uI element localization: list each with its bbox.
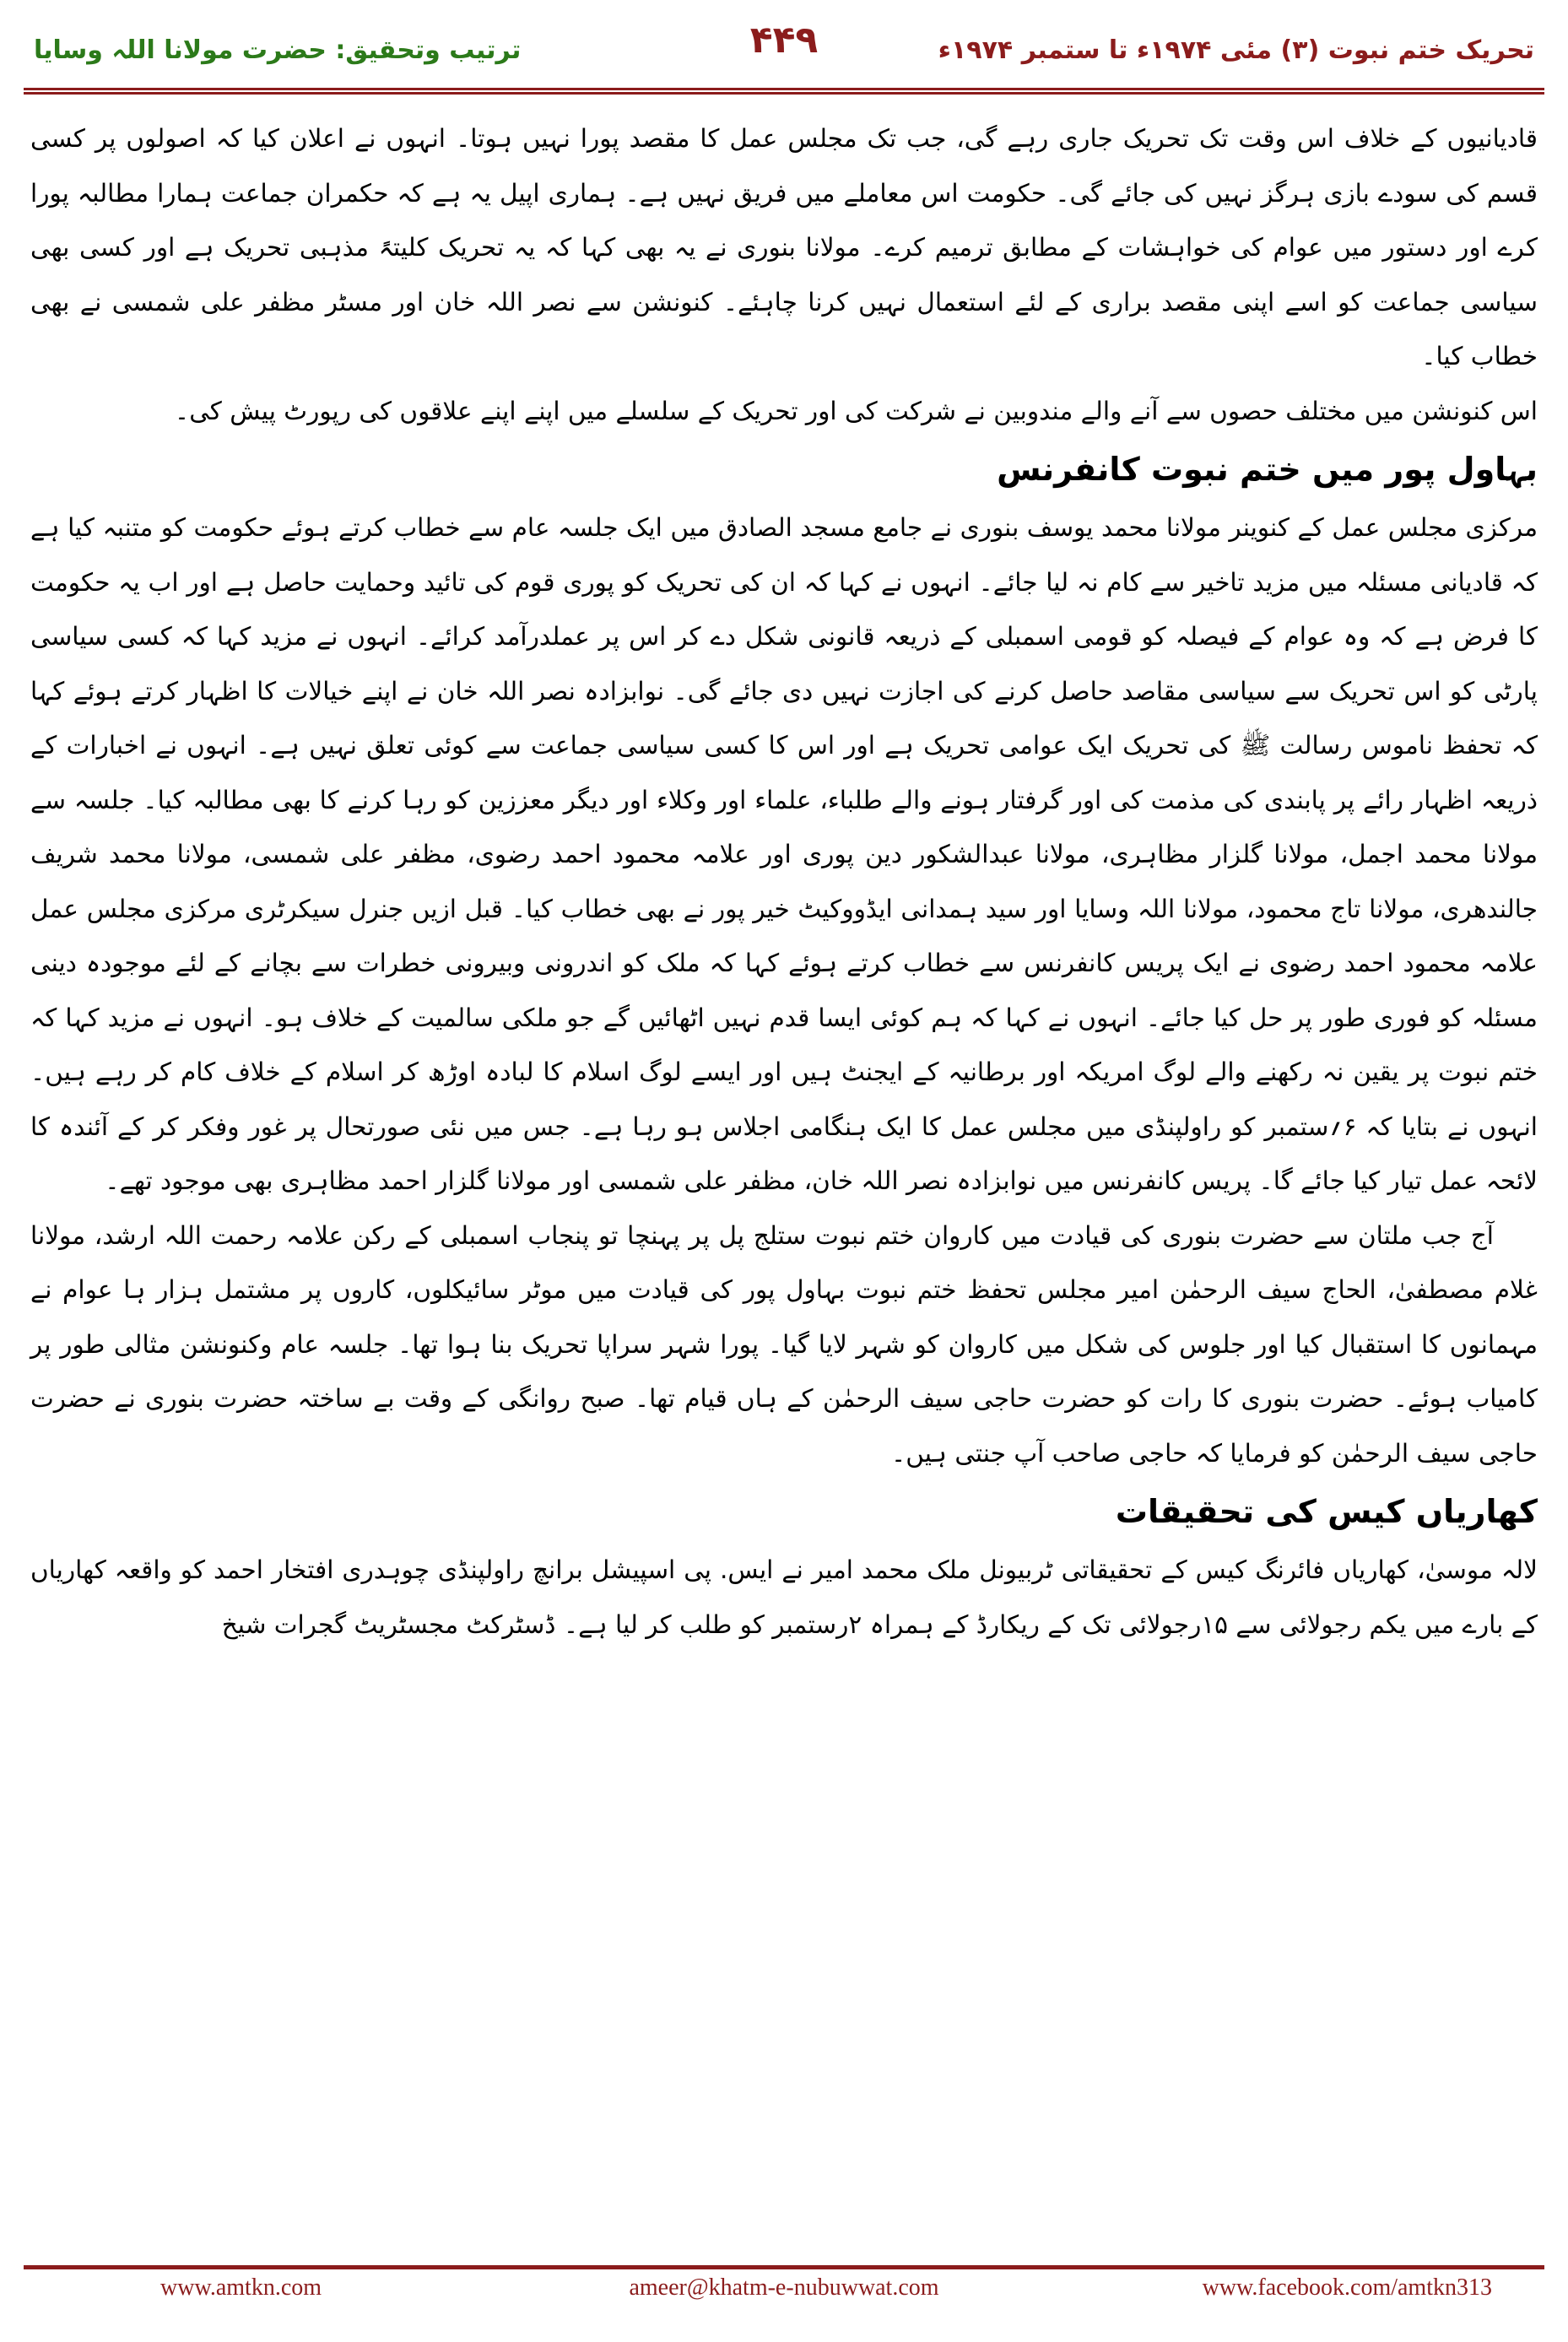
paragraph: قادیانیوں کے خلاف اس وقت تک تحریک جاری رہے گی، جب تک مجلس عمل کا مقصد پورا نہیں ہوتا۔ انہوں نے اعلان کیا کہ اصولوں پر کسی قسم کی سودے بازی ہرگز نہیں کی جائے گی۔ حکومت اس معاملے میں فریق نہیں ہے۔ ہماری اپیل یہ ہے کہ حکمران جماعت ہمارا مطالبہ پورا کرے اور دستور میں عوام کی خواہشات کے مطابق ترمیم کرے۔ مولانا بنوری نے یہ بھی کہا کہ یہ تحریک کلیتہً مذہبی تحریک ہے اور کسی بھی سیاسی جماعت کو اسے اپنی مقصد براری کے لئے استعمال نہیں کرنا چاہئے۔ کنونشن سے نصر اللہ خان اور مسٹر مظفر علی شمسی نے بھی خطاب کیا۔ xyxy=(30,124,1538,371)
email-link[interactable]: ameer@khatm-e-nubuwwat.com xyxy=(629,2274,939,2301)
author-credit: ترتیب وتحقیق: حضرت مولانا اللہ وسایا xyxy=(34,35,522,65)
page-number: ۴۴۹ xyxy=(749,19,819,62)
facebook-link[interactable]: www.facebook.com/amtkn313 xyxy=(1202,2274,1492,2301)
page-footer xyxy=(51,2274,1517,2308)
article-body xyxy=(30,111,1538,2251)
page-header xyxy=(34,17,1534,84)
paragraph: مرکزی مجلس عمل کے کنوینر مولانا محمد یوسف بنوری نے جامع مسجد الصادق میں ایک جلسہ عام سے خطاب کرتے ہوئے حکومت کو متنبہ کیا ہے کہ قادیانی مسئلہ میں مزید تاخیر سے کام نہ لیا جائے۔ انہوں نے کہا کہ ان کی تحریک کو پوری قوم کی تائید وحمایت حاصل ہے اور اب یہ حکومت کا فرض ہے کہ وہ عوام کے فیصلہ کو قومی اسمبلی کے ذریعہ قانونی شکل دے کر اس پر عملدرآمد کرائے۔ انہوں نے مزید کہا کہ کسی سیاسی پارٹی کو اس تحریک سے سیاسی مقاصد حاصل کرنے کی اجازت نہیں دی جائے گی۔ نوابزادہ نصر اللہ خان نے اپنے خیالات کا اظہار کرتے ہوئے کہا کہ تحفظ ناموس رسالت ﷺ کی تحریک ایک عوامی تحریک ہے اور اس کا کسی سیاسی جماعت سے کوئی تعلق نہیں ہے۔ انہوں نے اخبارات کے ذریعہ اظہار رائے پر پابندی کی مذمت کی اور گرفتار ہونے والے طلباء، علماء اور وکلاء اور دیگر معززین کو رہا کرنے کا بھی مطالبہ کیا۔ جلسہ سے مولانا محمد اجمل، مولانا گلزار مظاہری، مولانا عبدالشکور دین پوری اور علامہ محمود احمد رضوی، مظفر علی شمسی، مولانا محمد شریف جالندھری، مولانا تاج محمود، مولانا اللہ وسایا اور سید ہمدانی ایڈووکیٹ خیر پور نے بھی خطاب کیا۔ قبل ازیں جنرل سیکرٹری مرکزی مجلس عمل علامہ محمود احمد رضوی نے ایک پریس کانفرنس سے خطاب کرتے ہوئے کہا کہ ملک کو اندرونی وبیرونی خطرات سے بچانے کے لئے موجودہ دینی مسئلہ کو فوری طور پر حل کیا جائے۔ انہوں نے کہا کہ ہم کوئی ایسا قدم نہیں اٹھائیں گے جو ملکی سالمیت کے خلاف ہو۔ انہوں نے مزید کہا کہ ختم نبوت پر یقین نہ رکھنے والے لوگ امریکہ اور برطانیہ کے ایجنٹ ہیں اور ایسے لوگ اسلام کا لبادہ اوڑھ کر اسلام کے خلاف کام کر رہے ہیں۔ انہوں نے بتایا کہ ۶؍ستمبر کو راولپنڈی میں مجلس عمل کا ایک ہنگامی اجلاس ہو رہا ہے۔ جس میں نئی صورتحال پر غور وفکر کر کے آئندہ کا لائحہ عمل تیار کیا جائے گا۔ پریس کانفرنس میں نوابزادہ نصر اللہ خان، مظفر علی شمسی اور مولانا گلزار احمد مظاہری بھی موجود تھے۔ xyxy=(30,513,1538,1195)
series-title: تحریک ختم نبوت (۳) مئی ۱۹۷۴ء تا ستمبر ۱۹۷۴ء xyxy=(938,35,1534,65)
section-heading: بہاول پور میں ختم نبوت کانفرنس xyxy=(997,451,1538,488)
section-heading: کھاریاں کیس کی تحقیقات xyxy=(1115,1493,1538,1530)
header-divider xyxy=(24,88,1544,95)
paragraph: اس کنونشن میں مختلف حصوں سے آنے والے مندوبین نے شرکت کی اور تحریک کے سلسلے میں اپنے اپنے علاقوں کی رپورٹ پیش کی۔ xyxy=(174,396,1538,425)
paragraph: آج جب ملتان سے حضرت بنوری کی قیادت میں کاروان ختم نبوت ستلج پل پر پہنچا تو پنجاب اسمبلی کے رکن علامہ رحمت اللہ ارشد، مولانا غلام مصطفیٰ، الحاج سیف الرحمٰن امیر مجلس تحفظ ختم نبوت بہاول پور کی قیادت میں موٹر سائیکلوں، کاروں پر مشتمل ہزار ہا عوام نے مہمانوں کا استقبال کیا اور جلوس کی شکل میں کاروان کو شہر لایا گیا۔ پورا شہر سراپا تحریک بنا ہوا تھا۔ جلسہ عام وکنونشن مثالی طور پر کامیاب ہوئے۔ حضرت بنوری کا رات کو حضرت حاجی سیف الرحمٰن کے ہاں قیام تھا۔ صبح روانگی کے وقت بے ساختہ حضرت بنوری نے حضرت حاجی سیف الرحمٰن کو فرمایا کہ حاجی صاحب آپ جنتی ہیں۔ xyxy=(30,1220,1538,1468)
website-link[interactable]: www.amtkn.com xyxy=(160,2274,322,2301)
paragraph: لالہ موسیٰ، کھاریاں فائرنگ کیس کے تحقیقاتی ٹربیونل ملک محمد امیر نے ایس. پی اسپیشل برانچ راولپنڈی چوہدری افتخار احمد کو واقعہ کھاریاں کے بارے میں یکم رجولائی سے ۱۵رجولائی تک کے ریکارڈ کے ہمراہ ۲رستمبر کو طلب کر لیا ہے۔ ڈسٹرکٹ مجسٹریٹ گجرات شیخ xyxy=(30,1555,1538,1639)
footer-divider xyxy=(24,2265,1544,2269)
